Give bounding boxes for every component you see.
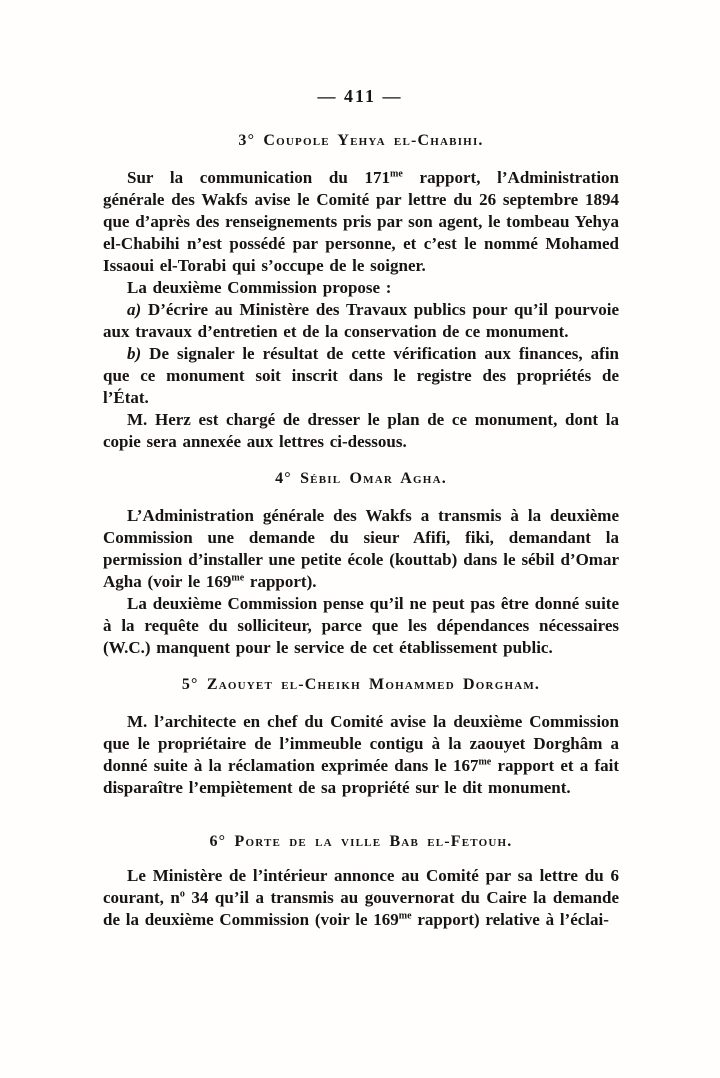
- paragraph: [103, 299, 619, 343]
- section-heading: 3° Coupole Yehya el-Chabihi.: [238, 132, 484, 149]
- text-run: rapport et a fait disparaître l’empiètement de sa propriété sur le dit monument.: [103, 756, 619, 797]
- page-content: [103, 126, 619, 931]
- text-run: L’Administration générale des Wakfs a transmis à la deuxième Commission une demande du sieur Afifi, fiki, demandant la permission d’installer une petite école (kouttab) dans le sébil d’Omar Agha (voir le 169: [103, 506, 619, 591]
- superscript-ordinal: me: [231, 572, 245, 584]
- text-run: De signaler le résultat de cette vérification aux finances, afin que ce monument soit inscrit dans le registre des propriétés de l’État.: [103, 344, 619, 407]
- superscript-ordinal: me: [398, 910, 412, 922]
- text-run: rapport) relative à l’éclai-: [411, 910, 609, 929]
- report-section-coupole-yehya-el-chabihi: [103, 132, 619, 453]
- text-run: Le Ministère de l’intérieur annonce au Comité par sa lettre du 6 courant, n: [103, 866, 619, 907]
- report-section-zaouyet-el-cheikh-mohammed-dorgham: [103, 676, 619, 799]
- text-run: M. Herz est chargé de dresser le plan de ce monument, dont la copie sera annexée aux lettres ci-dessous.: [103, 410, 619, 451]
- section-heading: 6° Porte de la ville Bab el-Fetouh.: [209, 833, 513, 850]
- superscript-ordinal: o: [179, 888, 185, 900]
- paragraph: [103, 865, 619, 931]
- paragraph: [103, 409, 619, 453]
- text-run: La deuxième Commission propose :: [127, 278, 392, 297]
- report-section-porte-de-la-ville-bab-el-fetouh: [103, 833, 619, 931]
- page-number: — 411 —: [317, 86, 403, 106]
- paragraph: [103, 277, 619, 299]
- report-section-sebil-omar-agha: [103, 470, 619, 659]
- superscript-ordinal: me: [390, 168, 403, 180]
- paragraph: [103, 593, 619, 659]
- section-heading: 5° Zaouyet el-Cheikh Mohammed Dorgham.: [181, 676, 541, 693]
- italic-list-label: b): [127, 344, 142, 363]
- paragraph: [103, 167, 619, 277]
- text-run: D’écrire au Ministère des Travaux publics pour qu’il pourvoie aux travaux d’entretien et de la conservation de ce monument.: [103, 300, 619, 341]
- text-run: La deuxième Commission pense qu’il ne peut pas être donné suite à la requête du solliciteur, parce que les dépendances nécessaires (W.C.) manquent pour le service de cet établissement public.: [103, 594, 619, 657]
- superscript-ordinal: me: [478, 756, 492, 768]
- text-run: M. l’architecte en chef du Comité avise la deuxième Commission que le propriétaire de l’immeuble contigu à la zaouyet Dorghâm a donné suite à la réclamation exprimée dans le 167: [103, 712, 619, 775]
- text-run: rapport, l’Administration générale des Wakfs avise le Comité par lettre du 26 septembre 1894 que d’après des renseignements pris par son agent, le tombeau Yehya el-Chabihi n’est possédé par personne, et c’est le nommé Mohamed Issaoui el-Torabi qui s’occupe de le soigner.: [103, 168, 619, 275]
- text-run: Sur la communication du 171: [127, 168, 391, 187]
- text-run: 34 qu’il a transmis au gouvernorat du Caire la demande de la deuxième Commission (voir le 169: [103, 888, 619, 929]
- section-heading: 4° Sébil Omar Agha.: [275, 470, 447, 487]
- text-run: rapport).: [244, 572, 317, 591]
- paragraph: [103, 343, 619, 409]
- italic-list-label: a): [127, 300, 142, 319]
- paragraph: [103, 505, 619, 593]
- paragraph: [103, 711, 619, 799]
